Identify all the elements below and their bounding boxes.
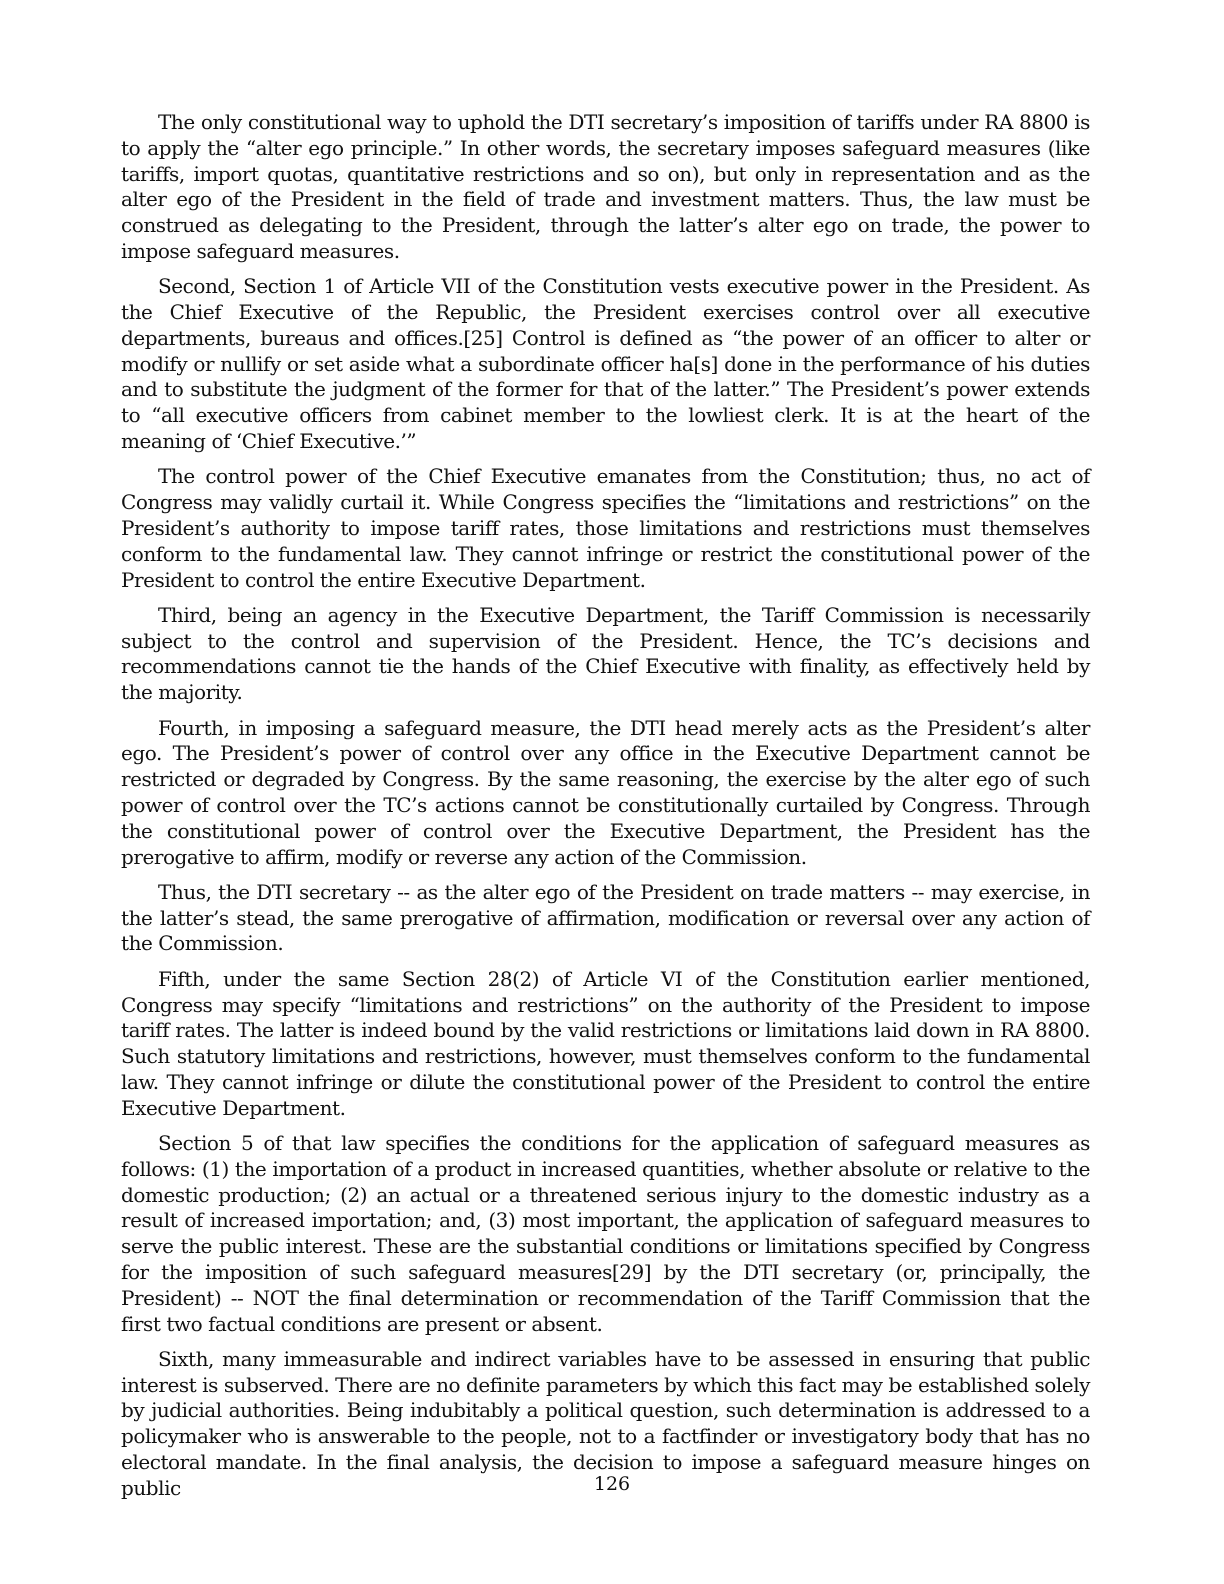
paragraph-fifth-point: Fifth, under the same Section 28(2) of Article VI of the Constitution earlier mentioned, Congress may specify “limitations and restrictions” on the authority of the President to impose tariff rates. The latter is indeed bound by the valid restrictions or limitations laid down in RA 8800. Such statutory limitations and restrictions, however, must themselves conform to the fundamental law. They cannot infringe or dilute the constitutional power of the President to control the entire Executive Department. bbox=[121, 966, 1090, 1120]
paragraph-dti-secretary: Thus, the DTI secretary -- as the alter ego of the President on trade matters -- may exercise, in the latter’s stead, the same prerogative of affirmation, modification or reversal over any action of the Commission. bbox=[121, 879, 1090, 956]
paragraph-third-point: Third, being an agency in the Executive Department, the Tariff Commission is necessarily subject to the control and supervision of the President. Hence, the TC’s decisions and recommendations cannot tie the hands of the Chief Executive with finality, as effectively held by the majority. bbox=[121, 602, 1090, 705]
paragraph-sixth-point: Sixth, many immeasurable and indirect variables have to be assessed in ensuring that public interest is subserved. There are no definite parameters by which this fact may be established solely by judicial authorities. Being indubitably a political question, such determination is addressed to a policymaker who is answerable to the people, not to a factfinder or investigatory body that has no electoral mandate. In the final analysis, the decision to impose a safeguard measure hinges on public bbox=[121, 1346, 1090, 1500]
paragraph-fourth-point: Fourth, in imposing a safeguard measure, the DTI head merely acts as the President’s alter ego. The President’s power of control over any office in the Executive Department cannot be restricted or degraded by Congress. By the same reasoning, the exercise by the alter ego of such power of control over the TC’s actions cannot be constitutionally curtailed by Congress. Through the constitutional power of control over the Executive Department, the President has the prerogative to affirm, modify or reverse any action of the Commission. bbox=[121, 715, 1090, 869]
paragraph-second-point: Second, Section 1 of Article VII of the Constitution vests executive power in the President. As the Chief Executive of the Republic, the President exercises control over all executive departments, bureaus and offices.[25] Control is defined as “the power of an officer to alter or modify or nullify or set aside what a subordinate officer ha[s] done in the performance of his duties and to substitute the judgment of the former for that of the latter.” The President’s power extends to “all executive officers from cabinet member to the lowliest clerk. It is at the heart of the meaning of ‘Chief Executive.’” bbox=[121, 274, 1090, 454]
paragraph-alter-ego-principle: The only constitutional way to uphold the DTI secretary’s imposition of tariffs under RA 8800 is to apply the “alter ego principle.” In other words, the secretary imposes safeguard measures (like tariffs, import quotas, quantitative restrictions and so on), but only in representation and as the alter ego of the President in the field of trade and investment matters. Thus, the law must be construed as delegating to the President, through the latter’s alter ego on trade, the power to impose safeguard measures. bbox=[121, 110, 1090, 263]
document-body bbox=[121, 110, 1090, 1511]
page-number: 126 bbox=[593, 1473, 631, 1495]
paragraph-control-power: The control power of the Chief Executive emanates from the Constitution; thus, no act of Congress may validly curtail it. While Congress specifies the “limitations and restrictions” on the President’s authority to impose tariff rates, those limitations and restrictions must themselves conform to the fundamental law. They cannot infringe or restrict the constitutional power of the President to control the entire Executive Department. bbox=[121, 464, 1090, 592]
paragraph-section-5-conditions: Section 5 of that law specifies the conditions for the application of safeguard measures as follows: (1) the importation of a product in increased quantities, whether absolute or relative to the domestic production; (2) an actual or a threatened serious injury to the domestic industry as a result of increased importation; and, (3) most important, the application of safeguard measures to serve the public interest. These are the substantial conditions or limitations specified by Congress for the imposition of such safeguard measures[29] by the DTI secretary (or, principally, the President) -- NOT the final determination or recommendation of the Tariff Commission that the first two factual conditions are present or absent. bbox=[121, 1130, 1090, 1336]
